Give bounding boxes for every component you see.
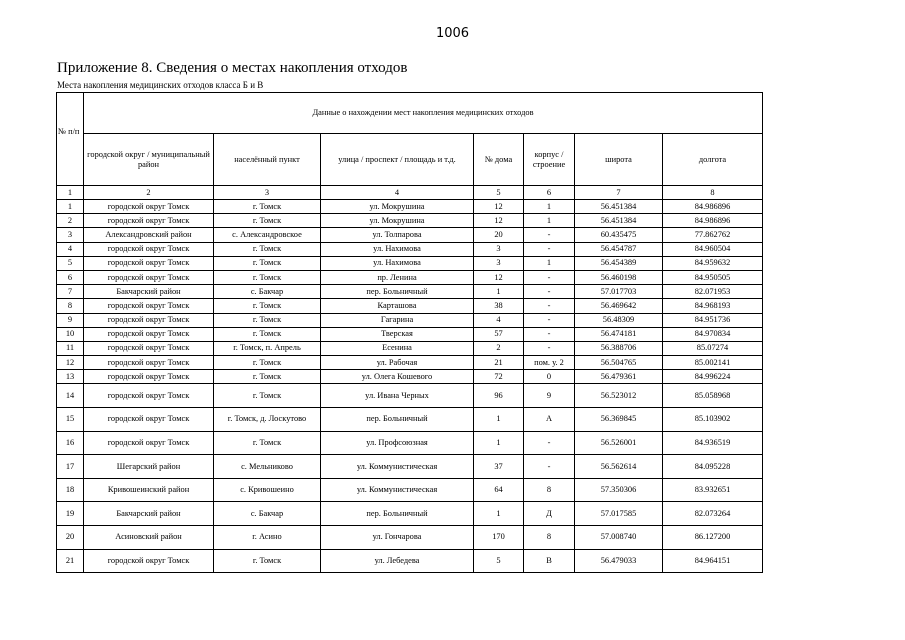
row-number: 12 (57, 356, 84, 370)
street-cell: ул. Мокрушина (321, 200, 474, 214)
page-number: 1006 (435, 26, 470, 41)
longitude-cell: 84.964151 (663, 549, 763, 573)
header-house: № дома (474, 134, 524, 186)
table-row (57, 327, 763, 341)
settlement-cell: с. Мельниково (214, 455, 321, 479)
street-cell: ул. Нахимова (321, 256, 474, 270)
building-cell: 1 (524, 214, 575, 228)
table-row (57, 299, 763, 313)
building-cell: 8 (524, 478, 575, 502)
house-cell: 12 (474, 270, 524, 284)
longitude-cell: 85.002141 (663, 356, 763, 370)
page-subtitle: Места накопления медицинских отходов класса Б и В (57, 80, 264, 90)
house-cell: 1 (474, 285, 524, 299)
waste-sites-table (56, 92, 763, 573)
settlement-cell: г. Томск (214, 214, 321, 228)
building-cell: 9 (524, 384, 575, 408)
street-cell: ул. Мокрушина (321, 214, 474, 228)
row-number: 7 (57, 285, 84, 299)
latitude-cell: 56.48309 (575, 313, 663, 327)
row-number: 17 (57, 455, 84, 479)
column-number: 8 (663, 186, 763, 200)
row-number: 11 (57, 341, 84, 355)
latitude-cell: 56.504765 (575, 356, 663, 370)
house-cell: 170 (474, 526, 524, 550)
settlement-cell: с. Бакчар (214, 502, 321, 526)
street-cell: пр. Ленина (321, 270, 474, 284)
house-cell: 64 (474, 478, 524, 502)
latitude-cell: 57.017703 (575, 285, 663, 299)
latitude-cell: 56.454787 (575, 242, 663, 256)
settlement-cell: г. Томск (214, 327, 321, 341)
settlement-cell: г. Асино (214, 526, 321, 550)
street-cell: Гагарина (321, 313, 474, 327)
column-number: 4 (321, 186, 474, 200)
row-number: 15 (57, 408, 84, 432)
building-cell: пом. у. 2 (524, 356, 575, 370)
column-number: 5 (474, 186, 524, 200)
latitude-cell: 56.479361 (575, 370, 663, 384)
street-cell: ул. Коммунистическая (321, 478, 474, 502)
longitude-cell: 84.986896 (663, 214, 763, 228)
street-cell: ул. Рабочая (321, 356, 474, 370)
latitude-cell: 56.523012 (575, 384, 663, 408)
latitude-cell: 57.017585 (575, 502, 663, 526)
header-row-number: № п/п (57, 93, 84, 186)
district-cell: Бакчарский район (84, 285, 214, 299)
district-cell: Асиновский район (84, 526, 214, 550)
column-number: 3 (214, 186, 321, 200)
street-cell: ул. Толпарова (321, 228, 474, 242)
street-cell: ул. Гончарова (321, 526, 474, 550)
latitude-cell: 56.388706 (575, 341, 663, 355)
table-row (57, 285, 763, 299)
table-row (57, 313, 763, 327)
district-cell: городской округ Томск (84, 200, 214, 214)
district-cell: городской округ Томск (84, 313, 214, 327)
district-cell: городской округ Томск (84, 299, 214, 313)
row-number: 5 (57, 256, 84, 270)
settlement-cell: г. Томск (214, 242, 321, 256)
longitude-cell: 82.073264 (663, 502, 763, 526)
longitude-cell: 84.095228 (663, 455, 763, 479)
longitude-cell: 84.936519 (663, 431, 763, 455)
row-number: 21 (57, 549, 84, 573)
district-cell: городской округ Томск (84, 341, 214, 355)
house-cell: 96 (474, 384, 524, 408)
house-cell: 12 (474, 200, 524, 214)
row-number: 10 (57, 327, 84, 341)
settlement-cell: г. Томск, п. Апрель (214, 341, 321, 355)
district-cell: Кривошеинский район (84, 478, 214, 502)
building-cell: - (524, 285, 575, 299)
settlement-cell: г. Томск (214, 370, 321, 384)
header-settlement: населённый пункт (214, 134, 321, 186)
building-cell: А (524, 408, 575, 432)
row-number: 13 (57, 370, 84, 384)
street-cell: ул. Профсоюзная (321, 431, 474, 455)
latitude-cell: 56.369845 (575, 408, 663, 432)
settlement-cell: г. Томск (214, 384, 321, 408)
building-cell: - (524, 327, 575, 341)
column-number-row (57, 186, 763, 200)
street-cell: ул. Ивана Черных (321, 384, 474, 408)
building-cell: - (524, 455, 575, 479)
latitude-cell: 57.350306 (575, 478, 663, 502)
table-row (57, 526, 763, 550)
longitude-cell: 84.996224 (663, 370, 763, 384)
building-cell: 0 (524, 370, 575, 384)
house-cell: 1 (474, 408, 524, 432)
table-row (57, 270, 763, 284)
row-number: 4 (57, 242, 84, 256)
street-cell: ул. Лебедева (321, 549, 474, 573)
table-row (57, 214, 763, 228)
building-cell: 8 (524, 526, 575, 550)
district-cell: городской округ Томск (84, 549, 214, 573)
street-cell: ул. Коммунистическая (321, 455, 474, 479)
street-cell: пер. Больничный (321, 502, 474, 526)
settlement-cell: г. Томск, д. Лоскутово (214, 408, 321, 432)
building-cell: Д (524, 502, 575, 526)
header-longitude: долгота (663, 134, 763, 186)
building-cell: В (524, 549, 575, 573)
table-row (57, 502, 763, 526)
header-latitude: широта (575, 134, 663, 186)
building-cell: 1 (524, 200, 575, 214)
street-cell: ул. Нахимова (321, 242, 474, 256)
settlement-cell: г. Томск (214, 270, 321, 284)
district-cell: городской округ Томск (84, 327, 214, 341)
house-cell: 20 (474, 228, 524, 242)
district-cell: Шегарский район (84, 455, 214, 479)
district-cell: Александровский район (84, 228, 214, 242)
latitude-cell: 56.451384 (575, 214, 663, 228)
building-cell: - (524, 270, 575, 284)
district-cell: городской округ Томск (84, 384, 214, 408)
district-cell: городской округ Томск (84, 408, 214, 432)
longitude-cell: 85.058968 (663, 384, 763, 408)
table-body (57, 200, 763, 573)
building-cell: - (524, 228, 575, 242)
house-cell: 3 (474, 242, 524, 256)
table-row (57, 478, 763, 502)
latitude-cell: 56.460198 (575, 270, 663, 284)
house-cell: 5 (474, 549, 524, 573)
settlement-cell: г. Томск (214, 200, 321, 214)
district-cell: городской округ Томск (84, 431, 214, 455)
row-number: 2 (57, 214, 84, 228)
house-cell: 72 (474, 370, 524, 384)
table-row (57, 549, 763, 573)
column-number: 1 (57, 186, 84, 200)
latitude-cell: 56.469642 (575, 299, 663, 313)
street-cell: ул. Олега Кошевого (321, 370, 474, 384)
longitude-cell: 84.986896 (663, 200, 763, 214)
district-cell: городской округ Томск (84, 370, 214, 384)
street-cell: Карташова (321, 299, 474, 313)
district-cell: городской округ Томск (84, 242, 214, 256)
longitude-cell: 85.103902 (663, 408, 763, 432)
street-cell: Тверская (321, 327, 474, 341)
district-cell: городской округ Томск (84, 214, 214, 228)
district-cell: городской округ Томск (84, 356, 214, 370)
table-row (57, 408, 763, 432)
latitude-cell: 56.562614 (575, 455, 663, 479)
latitude-cell: 56.479033 (575, 549, 663, 573)
building-cell: - (524, 242, 575, 256)
column-number: 6 (524, 186, 575, 200)
house-cell: 37 (474, 455, 524, 479)
house-cell: 38 (474, 299, 524, 313)
header-district: городской округ / муниципальный район (84, 134, 214, 186)
longitude-cell: 84.970834 (663, 327, 763, 341)
row-number: 8 (57, 299, 84, 313)
street-cell: пер. Больничный (321, 285, 474, 299)
building-cell: - (524, 341, 575, 355)
table-row (57, 256, 763, 270)
house-cell: 12 (474, 214, 524, 228)
settlement-cell: с. Александровское (214, 228, 321, 242)
row-number: 1 (57, 200, 84, 214)
house-cell: 57 (474, 327, 524, 341)
header-street: улица / проспект / площадь и т.д. (321, 134, 474, 186)
table-row (57, 356, 763, 370)
table-row (57, 455, 763, 479)
house-cell: 1 (474, 502, 524, 526)
row-number: 3 (57, 228, 84, 242)
longitude-cell: 84.950505 (663, 270, 763, 284)
latitude-cell: 57.008740 (575, 526, 663, 550)
district-cell: городской округ Томск (84, 270, 214, 284)
table-row (57, 384, 763, 408)
settlement-cell: г. Томск (214, 299, 321, 313)
building-cell: 1 (524, 256, 575, 270)
longitude-cell: 84.960504 (663, 242, 763, 256)
row-number: 19 (57, 502, 84, 526)
latitude-cell: 60.435475 (575, 228, 663, 242)
longitude-cell: 84.951736 (663, 313, 763, 327)
settlement-cell: г. Томск (214, 313, 321, 327)
longitude-cell: 82.071953 (663, 285, 763, 299)
row-number: 18 (57, 478, 84, 502)
row-number: 14 (57, 384, 84, 408)
table-row (57, 431, 763, 455)
settlement-cell: с. Кривошеино (214, 478, 321, 502)
building-cell: - (524, 431, 575, 455)
settlement-cell: г. Томск (214, 431, 321, 455)
header-group: Данные о нахождении мест накопления медицинских отходов (84, 93, 763, 134)
table-row (57, 370, 763, 384)
street-cell: пер. Больничный (321, 408, 474, 432)
latitude-cell: 56.526001 (575, 431, 663, 455)
district-cell: городской округ Томск (84, 256, 214, 270)
house-cell: 2 (474, 341, 524, 355)
column-number: 7 (575, 186, 663, 200)
longitude-cell: 83.932651 (663, 478, 763, 502)
house-cell: 4 (474, 313, 524, 327)
row-number: 9 (57, 313, 84, 327)
building-cell: - (524, 313, 575, 327)
row-number: 6 (57, 270, 84, 284)
table-row (57, 242, 763, 256)
house-cell: 1 (474, 431, 524, 455)
table-row (57, 228, 763, 242)
longitude-cell: 86.127200 (663, 526, 763, 550)
settlement-cell: г. Томск (214, 549, 321, 573)
table-row (57, 341, 763, 355)
row-number: 16 (57, 431, 84, 455)
page-title: Приложение 8. Сведения о местах накопления отходов (57, 60, 408, 76)
latitude-cell: 56.451384 (575, 200, 663, 214)
street-cell: Есенина (321, 341, 474, 355)
header-building: корпус / строение (524, 134, 575, 186)
column-number: 2 (84, 186, 214, 200)
settlement-cell: г. Томск (214, 256, 321, 270)
house-cell: 21 (474, 356, 524, 370)
latitude-cell: 56.474181 (575, 327, 663, 341)
table-row (57, 200, 763, 214)
longitude-cell: 84.959632 (663, 256, 763, 270)
house-cell: 3 (474, 256, 524, 270)
longitude-cell: 77.862762 (663, 228, 763, 242)
building-cell: - (524, 299, 575, 313)
longitude-cell: 85.07274 (663, 341, 763, 355)
settlement-cell: г. Томск (214, 356, 321, 370)
latitude-cell: 56.454389 (575, 256, 663, 270)
longitude-cell: 84.968193 (663, 299, 763, 313)
row-number: 20 (57, 526, 84, 550)
settlement-cell: с. Бакчар (214, 285, 321, 299)
district-cell: Бакчарский район (84, 502, 214, 526)
